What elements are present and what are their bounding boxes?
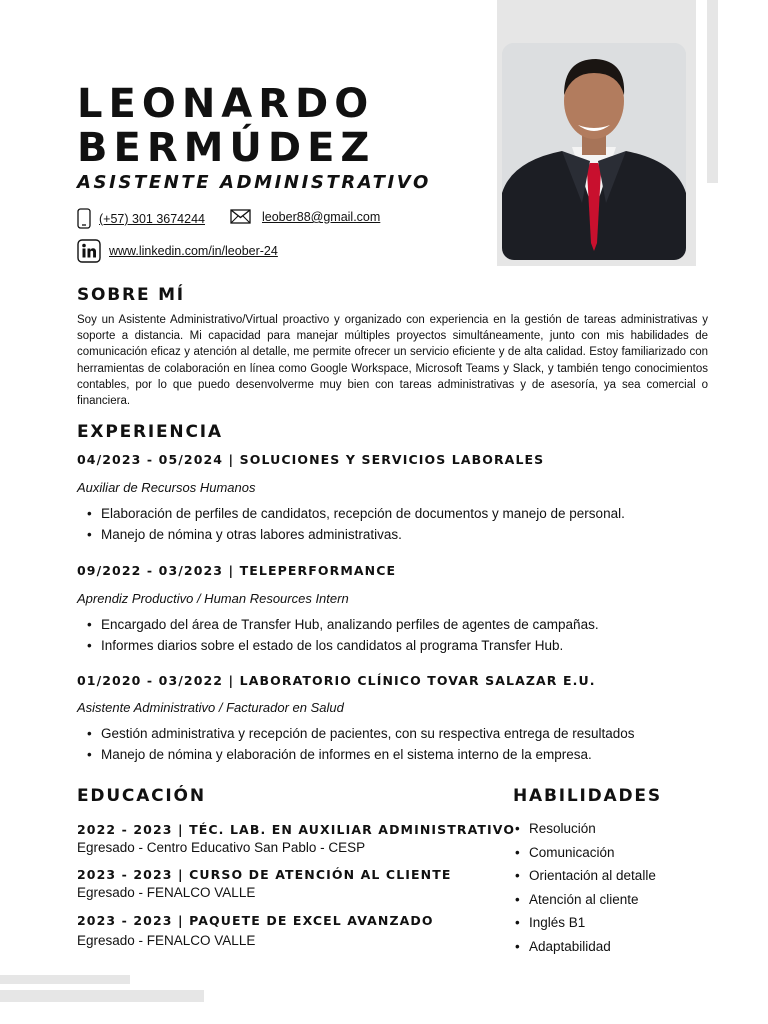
skills-list	[515, 819, 656, 961]
list-item: • Manejo de nómina y otras labores administrativas.	[87, 525, 625, 546]
first-name: LEONARDO	[77, 81, 375, 127]
phone-icon	[77, 208, 93, 230]
skill-item: • Atención al cliente	[515, 890, 656, 914]
list-item: • Elaboración de perfiles de candidatos, recepción de documentos y manejo de personal.	[87, 504, 625, 525]
skill-item: • Inglés B1	[515, 913, 656, 937]
education-heading-item: 2023 - 2023 | CURSO DE ATENCIÓN AL CLIENTE	[77, 867, 452, 882]
skills-heading: HABILIDADES	[513, 786, 662, 806]
decorative-bar	[707, 0, 718, 183]
education-detail: Egresado - Centro Educativo San Pablo - CESP	[77, 840, 366, 855]
job-bullets	[87, 724, 635, 765]
education-detail: Egresado - FENALCO VALLE	[77, 885, 256, 900]
phone-contact	[77, 208, 205, 230]
job-heading: 04/2023 - 05/2024 | SOLUCIONES Y SERVICIOS LABORALES	[77, 452, 545, 467]
job-role: Aprendiz Productivo / Human Resources Intern	[77, 591, 349, 606]
experience-heading: EXPERIENCIA	[77, 422, 223, 442]
last-name: BERMÚDEZ	[77, 125, 376, 171]
job-bullets	[87, 504, 625, 545]
job-title: ASISTENTE ADMINISTRATIVO	[77, 172, 431, 193]
about-heading: SOBRE MÍ	[77, 285, 185, 305]
job-role: Asistente Administrativo / Facturador en Salud	[77, 700, 344, 715]
education-heading: EDUCACIÓN	[77, 786, 206, 806]
list-item: • Manejo de nómina y elaboración de informes en el sistema interno de la empresa.	[87, 745, 635, 766]
about-text: Soy un Asistente Administrativo/Virtual proactivo y organizado con experiencia en la gestión de tareas administrativas y soporte a distancia. Mi capacidad para manejar múltiples proyectos simultáneamente, junto con mis habilidades de comunicación eficaz y atención al detalle, me permite ofrecer un servicio eficiente y de alta calidad. Estoy familiarizado con herramientas de colaboración en línea como Google Workspace, Microsoft Teams y Slack, y también tengo conocimientos contables, por lo que puedo desenvolverme muy bien con tareas administrativas y de asesoría, ya sea comercial o financiera.	[77, 314, 708, 408]
skill-item: • Orientación al detalle	[515, 866, 656, 890]
linkedin-icon	[77, 239, 101, 263]
decorative-bar	[0, 990, 204, 1002]
linkedin-contact	[77, 239, 278, 263]
profile-photo	[502, 43, 686, 260]
skill-item: • Comunicación	[515, 843, 656, 867]
list-item: • Encargado del área de Transfer Hub, analizando perfiles de agentes de campañas.	[87, 615, 599, 636]
phone-link[interactable]: (+57) 301 3674244	[99, 212, 205, 226]
full-name	[77, 82, 375, 170]
linkedin-link[interactable]: www.linkedin.com/in/leober-24	[109, 244, 278, 258]
list-item: • Informes diarios sobre el estado de los candidatos al programa Transfer Hub.	[87, 636, 599, 657]
skill-item: • Adaptabilidad	[515, 937, 656, 961]
skill-item: • Resolución	[515, 819, 656, 843]
education-heading-item: 2023 - 2023 | PAQUETE DE EXCEL AVANZADO	[77, 913, 434, 928]
education-detail: Egresado - FENALCO VALLE	[77, 933, 256, 948]
job-heading: 09/2022 - 03/2023 | TELEPERFORMANCE	[77, 563, 397, 578]
job-bullets	[87, 615, 599, 656]
portrait-illustration	[502, 43, 686, 260]
email-contact	[230, 209, 380, 225]
job-heading: 01/2020 - 03/2022 | LABORATORIO CLÍNICO TOVAR SALAZAR E.U.	[77, 673, 596, 688]
envelope-icon	[230, 209, 252, 225]
list-item: • Gestión administrativa y recepción de pacientes, con su respectiva entrega de resultados	[87, 724, 635, 745]
email-link[interactable]: leober88@gmail.com	[262, 210, 381, 224]
decorative-bar	[0, 975, 130, 984]
job-role: Auxiliar de Recursos Humanos	[77, 480, 256, 495]
education-heading-item: 2022 - 2023 | TÉC. LAB. EN AUXILIAR ADMINISTRATIVO	[77, 822, 516, 837]
